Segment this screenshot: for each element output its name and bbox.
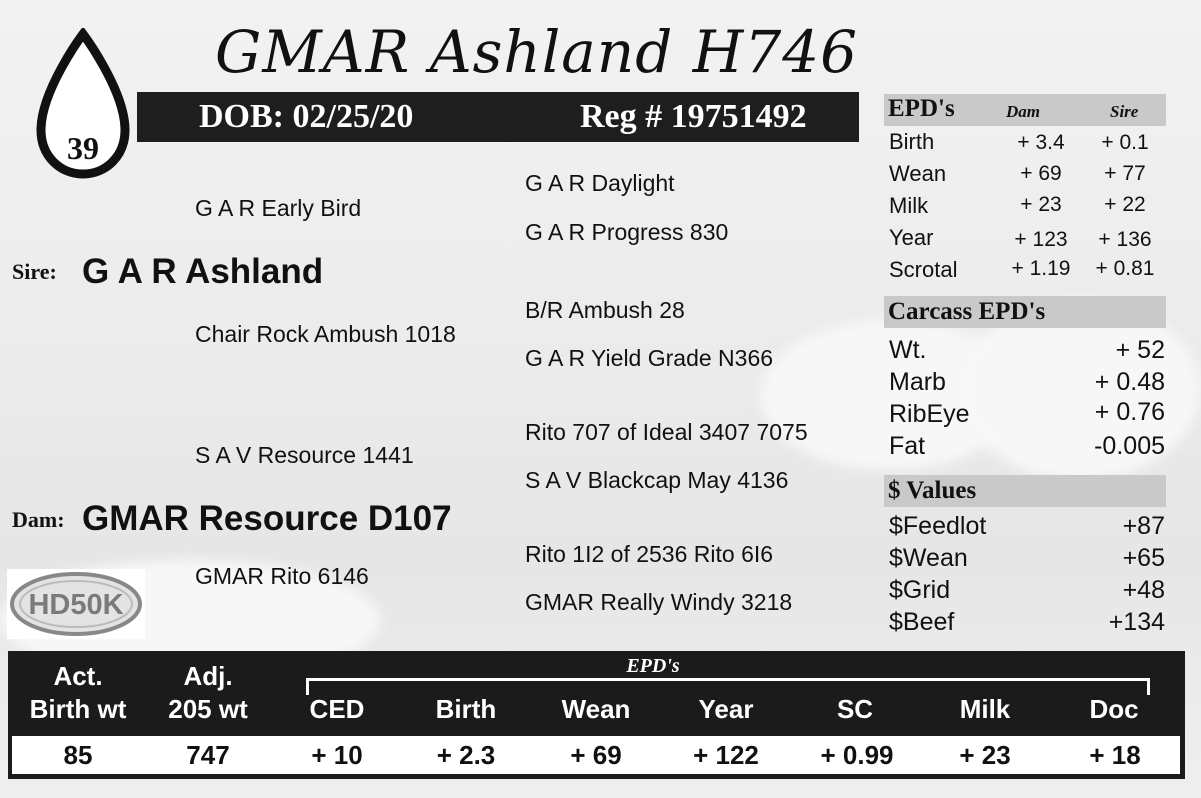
carcass-row <box>889 336 1165 365</box>
dollar-value-amount: +87 <box>1122 512 1165 540</box>
carcass-label: Marb <box>889 368 946 396</box>
col-ced: CED <box>309 694 365 724</box>
dob-reg-bar <box>137 92 859 142</box>
carcass-value: + 0.48 <box>1094 368 1165 396</box>
dollar-value-amount: +48 <box>1122 576 1165 604</box>
dollar-value-amount: +134 <box>1108 608 1165 636</box>
dollar-values-title: $ Values <box>888 477 977 504</box>
sire-name: G A R Ashland <box>82 252 324 291</box>
lot-number-badge <box>35 28 131 180</box>
registration-number: Reg # 19751492 <box>580 98 807 135</box>
epd-group-bracket <box>306 678 1150 695</box>
performance-table <box>8 651 1185 779</box>
pedigree-dam-dam: GMAR Rito 6146 <box>195 563 369 589</box>
pedigree-sd-sire: B/R Ambush 28 <box>525 297 685 323</box>
col-milk: Milk <box>959 694 1011 724</box>
pedigree-ss-sire: G A R Daylight <box>525 170 675 196</box>
epd-sire-value: + 22 <box>1104 193 1146 216</box>
carcass-label: Wt. <box>889 336 927 364</box>
epd-dam-value: + 3.4 <box>1017 131 1065 154</box>
epd-col-sire: Sire <box>1110 102 1139 121</box>
epd-dam-value: + 23 <box>1020 193 1062 216</box>
dam-name: GMAR Resource D107 <box>82 499 452 538</box>
act-birth-header-line2: Birth wt <box>29 694 127 724</box>
dollar-value-label: $Wean <box>889 544 968 572</box>
epd-panel-header <box>884 94 1166 126</box>
col-wean: Wean <box>561 694 631 724</box>
dollar-value-row <box>889 544 1165 573</box>
pedigree-dd-sire: Rito 1I2 of 2536 Rito 6I6 <box>525 541 774 567</box>
col-birth: Birth <box>435 694 497 724</box>
pedigree-sire-sire: G A R Early Bird <box>195 195 362 221</box>
pedigree-dam-sire: S A V Resource 1441 <box>195 442 414 468</box>
carcass-row <box>889 432 1165 461</box>
epd-panel-title: EPD's <box>888 95 955 122</box>
dollar-value-label: $Feedlot <box>889 512 987 540</box>
act-birth-value: 85 <box>63 740 93 770</box>
carcass-label: RibEye <box>889 400 970 428</box>
epd-dam-value: + 123 <box>1014 228 1068 251</box>
wean-epd-value: + 69 <box>570 740 622 770</box>
pedigree-sd-dam: G A R Yield Grade N366 <box>525 345 774 371</box>
carcass-value: + 52 <box>1115 336 1165 364</box>
pedigree-ds-sire: Rito 707 of Ideal 3407 7075 <box>525 419 808 445</box>
epd-row-label: Wean <box>889 161 947 186</box>
dollar-value-amount: +65 <box>1122 544 1165 572</box>
epd-col-dam: Dam <box>1006 102 1040 121</box>
pedigree-sire-dam: Chair Rock Ambush 1018 <box>195 321 456 347</box>
adj-205-value: 747 <box>186 740 230 770</box>
col-year: Year <box>698 694 754 724</box>
carcass-row <box>889 368 1165 397</box>
carcass-panel-header <box>884 296 1166 328</box>
adj-205-header-line1: Adj. <box>183 661 233 691</box>
dob: DOB: 02/25/20 <box>199 98 414 135</box>
epd-row-label: Scrotal <box>889 257 958 282</box>
pedigree-ds-dam: S A V Blackcap May 4136 <box>525 467 789 493</box>
pedigree-ss-dam: G A R Progress 830 <box>525 219 729 245</box>
hd50k-logo-graphic <box>7 569 145 639</box>
carcass-panel-title: Carcass EPD's <box>888 298 1046 325</box>
animal-name: GMAR Ashland H746 <box>215 18 859 86</box>
dam-label: Dam: <box>12 507 65 532</box>
col-sc: SC <box>836 694 874 724</box>
year-epd-value: + 122 <box>693 740 759 770</box>
epd-row-label: Milk <box>889 193 929 218</box>
carcass-label: Fat <box>889 432 926 460</box>
dollar-values-header <box>884 475 1166 507</box>
ced-value: + 10 <box>311 740 363 770</box>
carcass-row <box>889 400 1165 429</box>
performance-values-row <box>12 736 1180 774</box>
carcass-value: -0.005 <box>1094 432 1165 460</box>
birth-epd-value: + 2.3 <box>436 740 496 770</box>
sire-label: Sire: <box>12 259 57 284</box>
dollar-value-row <box>889 512 1165 541</box>
epd-row-label: Birth <box>889 129 935 154</box>
epd-dam-value: + 1.19 <box>1011 257 1071 280</box>
pedigree-dd-dam: GMAR Really Windy 3218 <box>525 589 793 615</box>
dollar-value-label: $Grid <box>889 576 951 604</box>
epd-row-label: Year <box>889 225 934 250</box>
adj-205-header-line2: 205 wt <box>168 694 248 724</box>
epd-sire-value: + 0.1 <box>1101 131 1149 154</box>
milk-epd-value: + 23 <box>959 740 1011 770</box>
sc-epd-value: + 0.99 <box>820 740 894 770</box>
dollar-value-label: $Beef <box>889 608 955 636</box>
col-doc: Doc <box>1089 694 1139 724</box>
epd-sire-value: + 77 <box>1104 162 1146 185</box>
doc-epd-value: + 18 <box>1089 740 1141 770</box>
hd50k-logo-text: HD50K <box>28 589 124 621</box>
dollar-value-row <box>889 608 1165 637</box>
hd50k-logo <box>7 569 145 639</box>
dollar-value-row <box>889 576 1165 605</box>
epd-sire-value: + 136 <box>1098 228 1152 251</box>
epd-dam-value: + 69 <box>1020 162 1062 185</box>
carcass-value: + 0.76 <box>1094 398 1165 426</box>
act-birth-header-line1: Act. <box>53 661 103 691</box>
epd-sire-value: + 0.81 <box>1095 257 1155 280</box>
lot-number: 39 <box>67 130 99 166</box>
epd-group-header: EPD's <box>626 655 680 677</box>
